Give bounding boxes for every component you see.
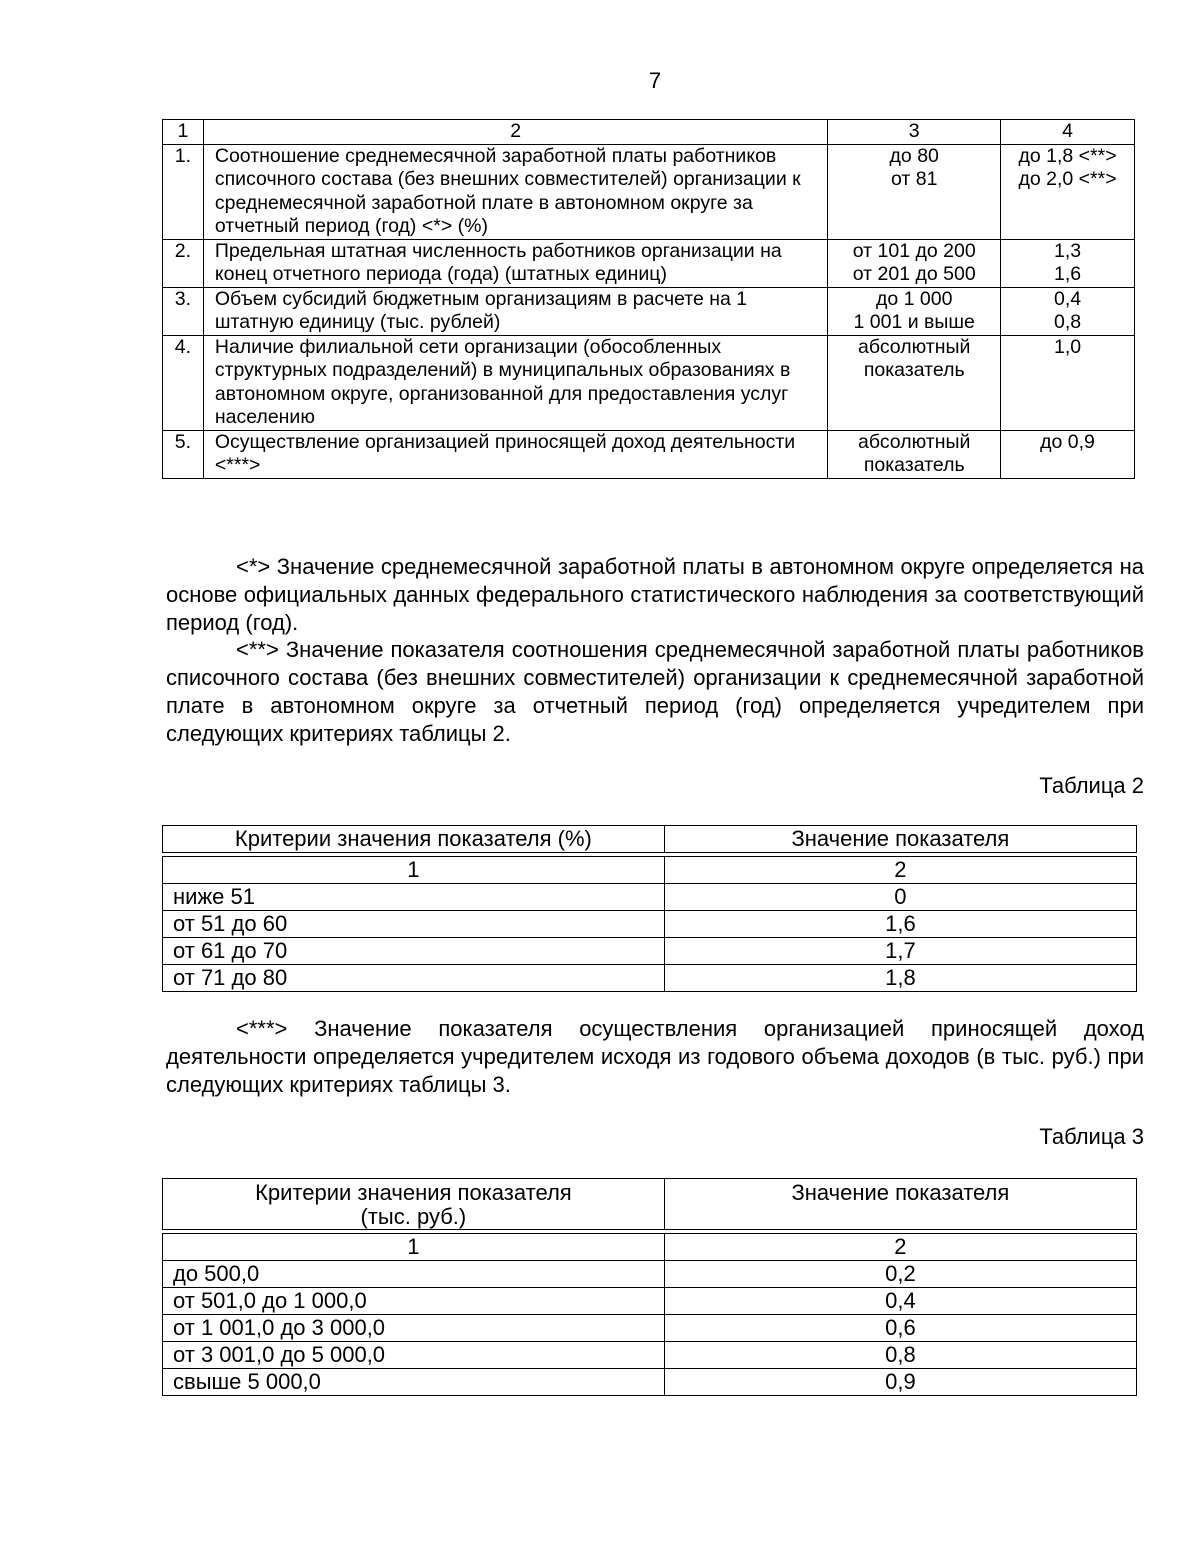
value-cell: 1,3 1,6 bbox=[1001, 239, 1135, 287]
criterion-cell: от 51 до 60 bbox=[163, 911, 665, 938]
table-row bbox=[163, 430, 1135, 478]
criterion-cell: свыше 5 000,0 bbox=[163, 1369, 665, 1396]
table-row bbox=[163, 1261, 1137, 1288]
row-number: 4. bbox=[163, 335, 204, 430]
table-row bbox=[163, 287, 1135, 335]
value-cell: 0,4 bbox=[664, 1288, 1136, 1315]
footnote-salary-ratio: <**> Значение показателя соотношения среднемесячной заработной платы работников списочного состава (без внешних совместителей) организации к среднемесячной заработной плате в автономном округе за отчетный период (год) определяется учредителем при следующих критериях таблицы 2. bbox=[166, 637, 1144, 746]
table-header-row bbox=[163, 826, 1137, 853]
row-number: 2. bbox=[163, 239, 204, 287]
value-cell: до 1,8 <**> до 2,0 <**> bbox=[1001, 144, 1135, 239]
range-cell: от 101 до 200 от 201 до 500 bbox=[828, 239, 1001, 287]
criterion-cell: от 61 до 70 bbox=[163, 938, 665, 965]
header-cell: Критерии значения показателя (тыс. руб.) bbox=[163, 1179, 665, 1230]
range-cell: абсолютный показатель bbox=[828, 335, 1001, 430]
table-row bbox=[163, 911, 1137, 938]
table2-caption: Таблица 2 bbox=[1039, 773, 1144, 798]
table-row bbox=[163, 1369, 1137, 1396]
table-header-row bbox=[163, 1179, 1137, 1230]
table-row bbox=[163, 965, 1137, 992]
criterion-cell: от 3 001,0 до 5 000,0 bbox=[163, 1342, 665, 1369]
value-cell: 0 bbox=[664, 884, 1136, 911]
table-row bbox=[163, 1288, 1137, 1315]
table-row bbox=[163, 884, 1137, 911]
criterion-cell: от 1 001,0 до 3 000,0 bbox=[163, 1315, 665, 1342]
criterion-cell: Наличие филиальной сети организации (обособленных структурных подразделений) в муниципальных образованиях в автономном округе, организованной для предоставления услуг населению bbox=[203, 335, 827, 430]
criterion-cell: до 500,0 bbox=[163, 1261, 665, 1288]
table-row bbox=[163, 1342, 1137, 1369]
column-number: 2 bbox=[664, 857, 1136, 884]
footnote-salary: <*> Значение среднемесячной заработной платы в автономном округе определяется на основе официальных данных федерального статистического наблюдения за соответствующий период (год). bbox=[166, 554, 1144, 635]
criterion-cell: ниже 51 bbox=[163, 884, 665, 911]
column-number: 1 bbox=[163, 1234, 665, 1261]
table-number-row bbox=[163, 1234, 1137, 1261]
salary-ratio-table bbox=[162, 825, 1137, 992]
column-number: 2 bbox=[664, 1234, 1136, 1261]
table-row bbox=[163, 938, 1137, 965]
footnote-income: <***> Значение показателя осуществления организацией приносящей доход деятельности определяется учредителем исходя из годового объема доходов (в тыс. руб.) при следующих критериях таблицы 3. bbox=[166, 1016, 1144, 1097]
value-cell: 0,4 0,8 bbox=[1001, 287, 1135, 335]
range-cell: до 80 от 81 bbox=[828, 144, 1001, 239]
value-cell: 1,0 bbox=[1001, 335, 1135, 430]
value-cell: 1,8 bbox=[664, 965, 1136, 992]
value-cell: 0,6 bbox=[664, 1315, 1136, 1342]
row-number: 3. bbox=[163, 287, 204, 335]
header-cell: Значение показателя bbox=[664, 1179, 1136, 1230]
value-cell: до 0,9 bbox=[1001, 430, 1135, 478]
page-number: 7 bbox=[648, 68, 662, 93]
criterion-cell: Соотношение среднемесячной заработной платы работников списочного состава (без внешних совместителей) организации к среднемесячной заработной плате в автономном округе за отчетный период (год) <*> (%) bbox=[203, 144, 827, 239]
table-row bbox=[163, 335, 1135, 430]
header-cell: 3 bbox=[828, 120, 1001, 145]
range-cell: абсолютный показатель bbox=[828, 430, 1001, 478]
row-number: 5. bbox=[163, 430, 204, 478]
value-cell: 1,7 bbox=[664, 938, 1136, 965]
table-row bbox=[163, 239, 1135, 287]
value-cell: 1,6 bbox=[664, 911, 1136, 938]
table-row bbox=[163, 144, 1135, 239]
header-cell: 1 bbox=[163, 120, 204, 145]
criterion-cell: Осуществление организацией приносящей доход деятельности <***> bbox=[203, 430, 827, 478]
header-cell: Критерии значения показателя (%) bbox=[163, 826, 665, 853]
table-number-row bbox=[163, 857, 1137, 884]
value-cell: 0,8 bbox=[664, 1342, 1136, 1369]
range-cell: до 1 000 1 001 и выше bbox=[828, 287, 1001, 335]
table-header-row bbox=[163, 120, 1135, 145]
criterion-cell: от 71 до 80 bbox=[163, 965, 665, 992]
criterion-cell: Объем субсидий бюджетным организациям в расчете на 1 штатную единицу (тыс. рублей) bbox=[203, 287, 827, 335]
header-cell: Значение показателя bbox=[664, 826, 1136, 853]
column-number: 1 bbox=[163, 857, 665, 884]
income-table bbox=[162, 1178, 1137, 1396]
value-cell: 0,2 bbox=[664, 1261, 1136, 1288]
criterion-cell: от 501,0 до 1 000,0 bbox=[163, 1288, 665, 1315]
header-cell: 2 bbox=[203, 120, 827, 145]
table3-caption: Таблица 3 bbox=[1039, 1124, 1144, 1149]
row-number: 1. bbox=[163, 144, 204, 239]
header-cell: 4 bbox=[1001, 120, 1135, 145]
criteria-table bbox=[162, 119, 1135, 479]
table-row bbox=[163, 1315, 1137, 1342]
value-cell: 0,9 bbox=[664, 1369, 1136, 1396]
criterion-cell: Предельная штатная численность работников организации на конец отчетного периода (года) (штатных единиц) bbox=[203, 239, 827, 287]
